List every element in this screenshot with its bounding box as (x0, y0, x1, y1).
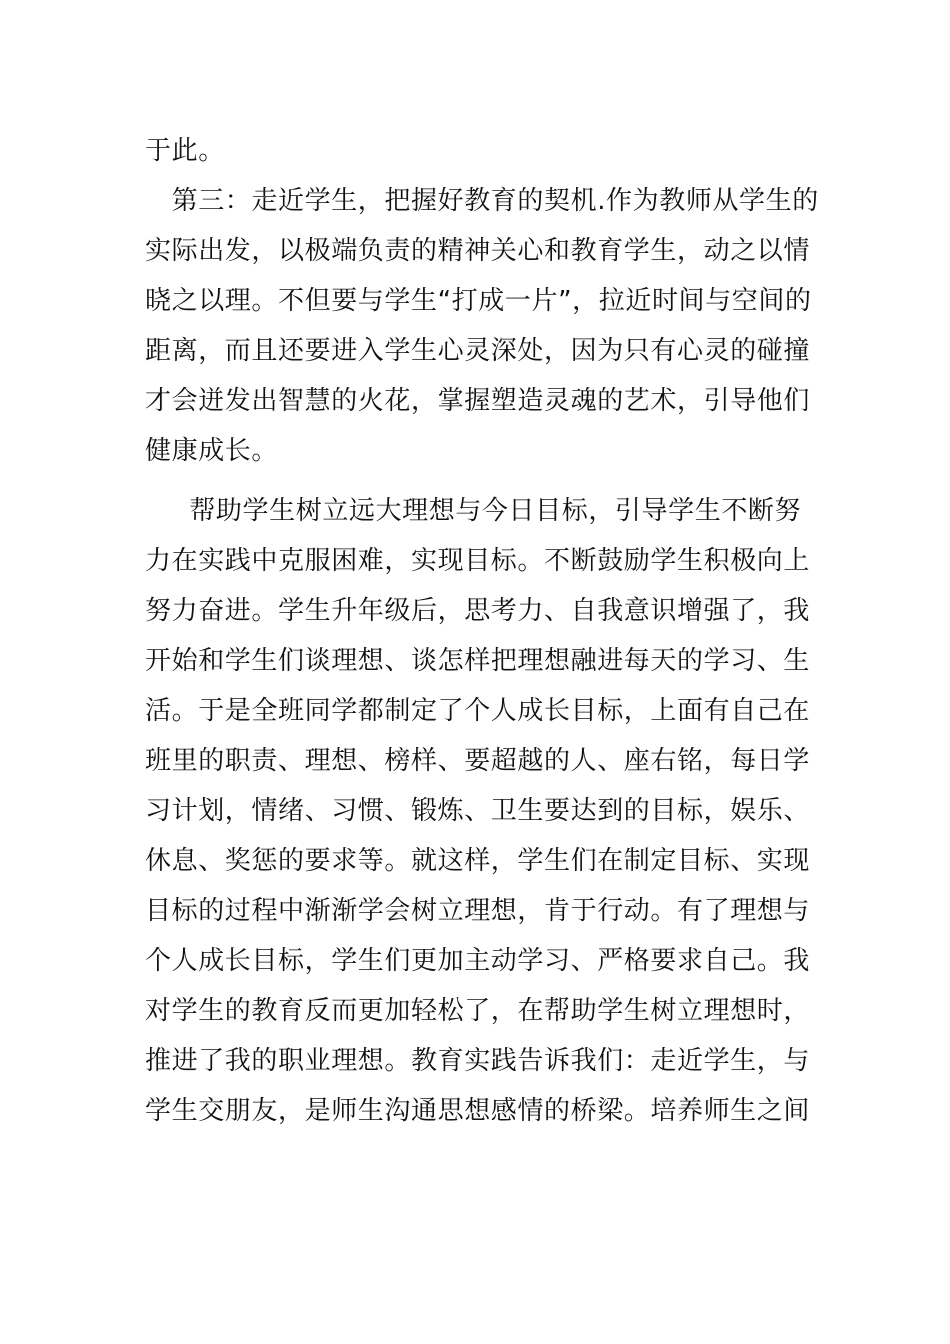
text-line: 班里的职责、理想、榜样、要超越的人、座右铭，每日学 (145, 746, 811, 776)
text-line: 健康成长。 (145, 436, 279, 466)
text-line: 对学生的教育反而更加轻松了，在帮助学生树立理想时， (145, 996, 811, 1026)
text-line: 习计划，情绪、习惯、锻炼、卫生要达到的目标，娱乐、 (145, 796, 811, 826)
text-line: 帮助学生树立远大理想与今日目标，引导学生不断努 (145, 496, 802, 526)
paragraph-third-point (145, 176, 819, 476)
text-line: 晓之以理。不但要与学生“打成一片”，拉近时间与空间的 (145, 286, 812, 316)
text-line: 才会迸发出智慧的火花，掌握塑造灵魂的艺术，引导他们 (145, 386, 811, 416)
text-line: 第三：走近学生，把握好教育的契机.作为教师从学生的 (145, 186, 819, 216)
text-line: 推进了我的职业理想。教育实践告诉我们：走近学生，与 (145, 1046, 811, 1076)
text-line: 休息、奖惩的要求等。就这样，学生们在制定目标、实现 (145, 846, 811, 876)
text-line: 实际出发，以极端负责的精神关心和教育学生，动之以情 (145, 236, 811, 266)
text-line: 距离，而且还要进入学生心灵深处，因为只有心灵的碰撞 (145, 336, 811, 366)
text-line: 开始和学生们谈理想、谈怎样把理想融进每天的学习、生 (145, 646, 811, 676)
paragraph-ideals-goals (145, 486, 815, 1136)
text-line: 目标的过程中渐渐学会树立理想，肯于行动。有了理想与 (145, 896, 811, 926)
text-line: 个人成长目标，学生们更加主动学习、严格要求自己。我 (145, 946, 811, 976)
text-line: 努力奋进。学生升年级后，思考力、自我意识增强了，我 (145, 596, 811, 626)
text-line: 于此。 (145, 136, 225, 166)
paragraph-continuation (145, 126, 815, 176)
text-line: 学生交朋友，是师生沟通思想感情的桥梁。培养师生之间 (145, 1096, 811, 1126)
text-line: 活。于是全班同学都制定了个人成长目标，上面有自己在 (145, 696, 811, 726)
text-line: 力在实践中克服困难，实现目标。不断鼓励学生积极向上 (145, 546, 811, 576)
